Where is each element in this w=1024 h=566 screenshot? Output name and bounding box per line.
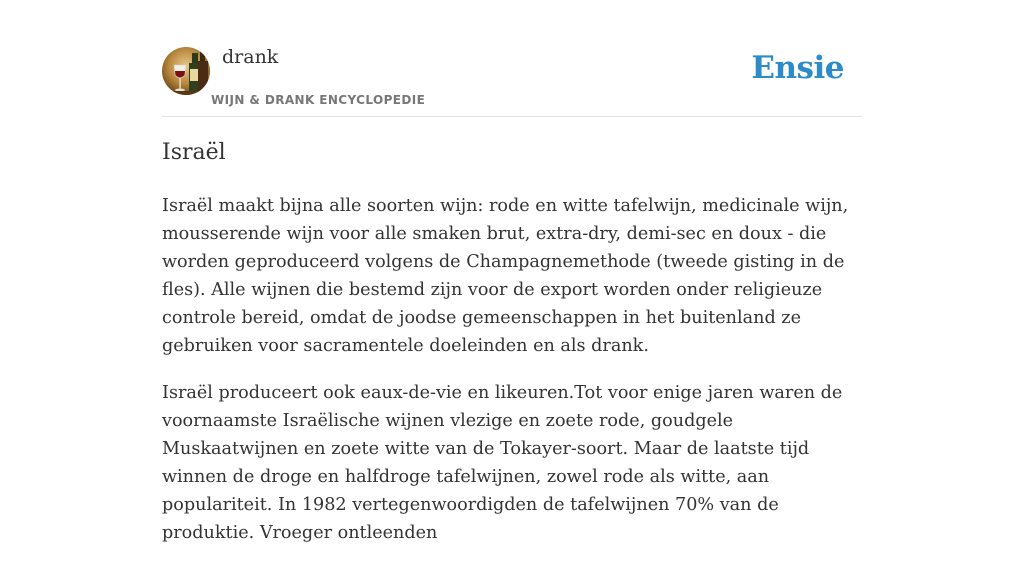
site-header — [162, 0, 862, 117]
page-container — [162, 0, 862, 543]
site-subtitle: WIJN & DRANK ENCYCLOPEDIE — [211, 93, 426, 107]
brand-logo[interactable]: Ensie — [751, 50, 844, 86]
avatar[interactable] — [162, 47, 210, 95]
article-paragraph: Israël produceert ook eaux-de-vie en likeuren.Tot voor enige jaren waren de voornaamste Israëlische wijnen vlezige en zoete rode, goudgele Muskaatwijnen en zoete witte van de Tokayer-soort. Maar de laatste tijd winnen de droge en halfdroge tafelwijnen, zowel rode als witte, aan populariteit. In 1982 vertegenwoordigden de tafelwijnen 70% van de produktie. Vroeger ontleenden — [162, 383, 843, 543]
site-name[interactable]: drank — [222, 46, 279, 68]
wine-glass-and-bottles-icon — [162, 47, 210, 95]
article-body — [162, 192, 862, 566]
article-title: Israël — [162, 140, 226, 165]
article-paragraph: Israël maakt bijna alle soorten wijn: rode en witte tafelwijn, medicinale wijn, mousserende wijn voor alle smaken brut, extra-dry, demi-sec en doux - die worden geproduceerd volgens de Champagnemethode (tweede gisting in de fles). Alle wijnen die bestemd zijn voor de export worden onder religieuze controle bereid, omdat de joodse gemeenschappen in het buitenland ze gebruiken voor sacramentele doeleinden en als drank. — [162, 196, 849, 356]
